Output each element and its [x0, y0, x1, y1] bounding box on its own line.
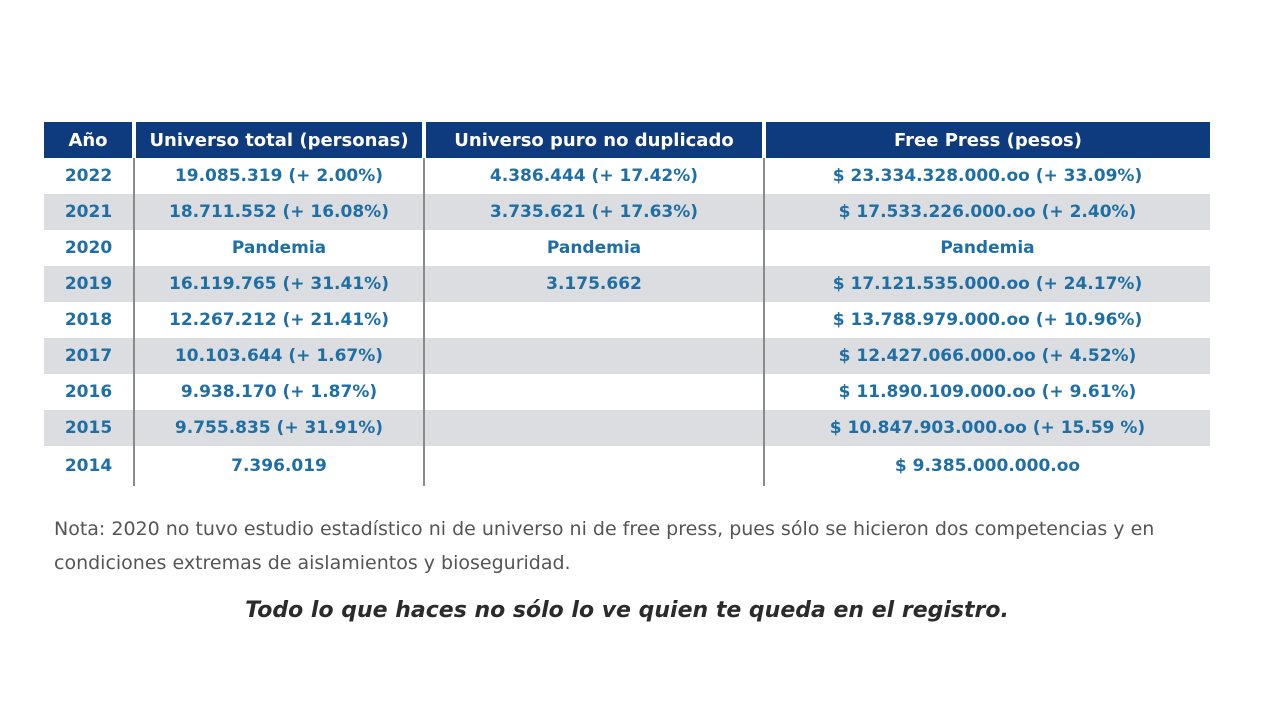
cell-universo-total: 10.103.644 (+ 1.67%) — [134, 338, 424, 374]
table-row — [44, 194, 1210, 230]
stats-table-container — [44, 122, 1210, 486]
cell-free-press: $ 17.533.226.000.oo (+ 2.40%) — [764, 194, 1210, 230]
table-row — [44, 374, 1210, 410]
table-row — [44, 302, 1210, 338]
cell-universo-puro: 3.175.662 — [424, 266, 764, 302]
cell-year: 2021 — [44, 194, 134, 230]
table-header-row — [44, 122, 1210, 158]
cell-year: 2016 — [64, 382, 113, 402]
cell-universo-total: 18.711.552 (+ 16.08%) — [134, 194, 424, 230]
cell-free-press: $ 13.788.979.000.oo (+ 10.96%) — [764, 302, 1210, 338]
cell-universo-total: 9.755.835 (+ 31.91%) — [134, 410, 424, 446]
cell-universo-total: 7.396.019 — [134, 446, 424, 486]
table-row — [44, 410, 1210, 446]
cell-free-press: $ 17.121.535.000.oo (+ 24.17%) — [764, 266, 1210, 302]
cell-year: 2017 — [44, 338, 134, 374]
cell-year: 2020 — [64, 238, 113, 258]
cell-year: 2014 — [64, 456, 113, 476]
tagline: Todo lo que haces no sólo lo ve quien te queda en el registro. — [245, 598, 1009, 623]
cell-year: 2018 — [64, 310, 113, 330]
cell-universo-puro: 4.386.444 (+ 17.42%) — [424, 158, 764, 194]
stats-table — [44, 122, 1210, 486]
cell-universo-total: 12.267.212 (+ 21.41%) — [134, 302, 424, 338]
header-universo-puro: Universo puro no duplicado — [424, 122, 764, 158]
table-row — [44, 266, 1210, 302]
cell-universo-total: 9.938.170 (+ 1.87%) — [134, 374, 424, 410]
cell-free-press: $ 11.890.109.000.oo (+ 9.61%) — [764, 374, 1210, 410]
table-row — [44, 158, 1210, 194]
cell-universo-puro — [424, 338, 764, 374]
footnote: Nota: 2020 no tuvo estudio estadístico ni de universo ni de free press, pues sólo se hicieron dos competencias y en condiciones extremas de aislamientos y bioseguridad. — [54, 518, 1155, 574]
header-year: Año — [44, 122, 134, 158]
cell-universo-puro: 3.735.621 (+ 17.63%) — [424, 194, 764, 230]
cell-universo-puro — [424, 302, 764, 338]
cell-year: 2022 — [64, 166, 113, 186]
cell-year: 2019 — [44, 266, 134, 302]
cell-universo-puro — [424, 446, 764, 486]
cell-year: 2015 — [44, 410, 134, 446]
cell-free-press: $ 12.427.066.000.oo (+ 4.52%) — [764, 338, 1210, 374]
cell-free-press: Pandemia — [764, 230, 1210, 266]
table-row — [44, 230, 1210, 266]
cell-universo-total: 16.119.765 (+ 31.41%) — [134, 266, 424, 302]
cell-free-press: $ 9.385.000.000.oo — [764, 446, 1210, 486]
table-row — [44, 338, 1210, 374]
header-universo-total: Universo total (personas) — [134, 122, 424, 158]
table-row — [44, 446, 1210, 486]
cell-free-press: $ 10.847.903.000.oo (+ 15.59 %) — [764, 410, 1210, 446]
header-free-press: Free Press (pesos) — [764, 122, 1210, 158]
cell-universo-total: 19.085.319 (+ 2.00%) — [134, 158, 424, 194]
cell-universo-puro: Pandemia — [424, 230, 764, 266]
cell-universo-total: Pandemia — [134, 230, 424, 266]
cell-universo-puro — [424, 374, 764, 410]
cell-free-press: $ 23.334.328.000.oo (+ 33.09%) — [764, 158, 1210, 194]
cell-universo-puro — [424, 410, 764, 446]
